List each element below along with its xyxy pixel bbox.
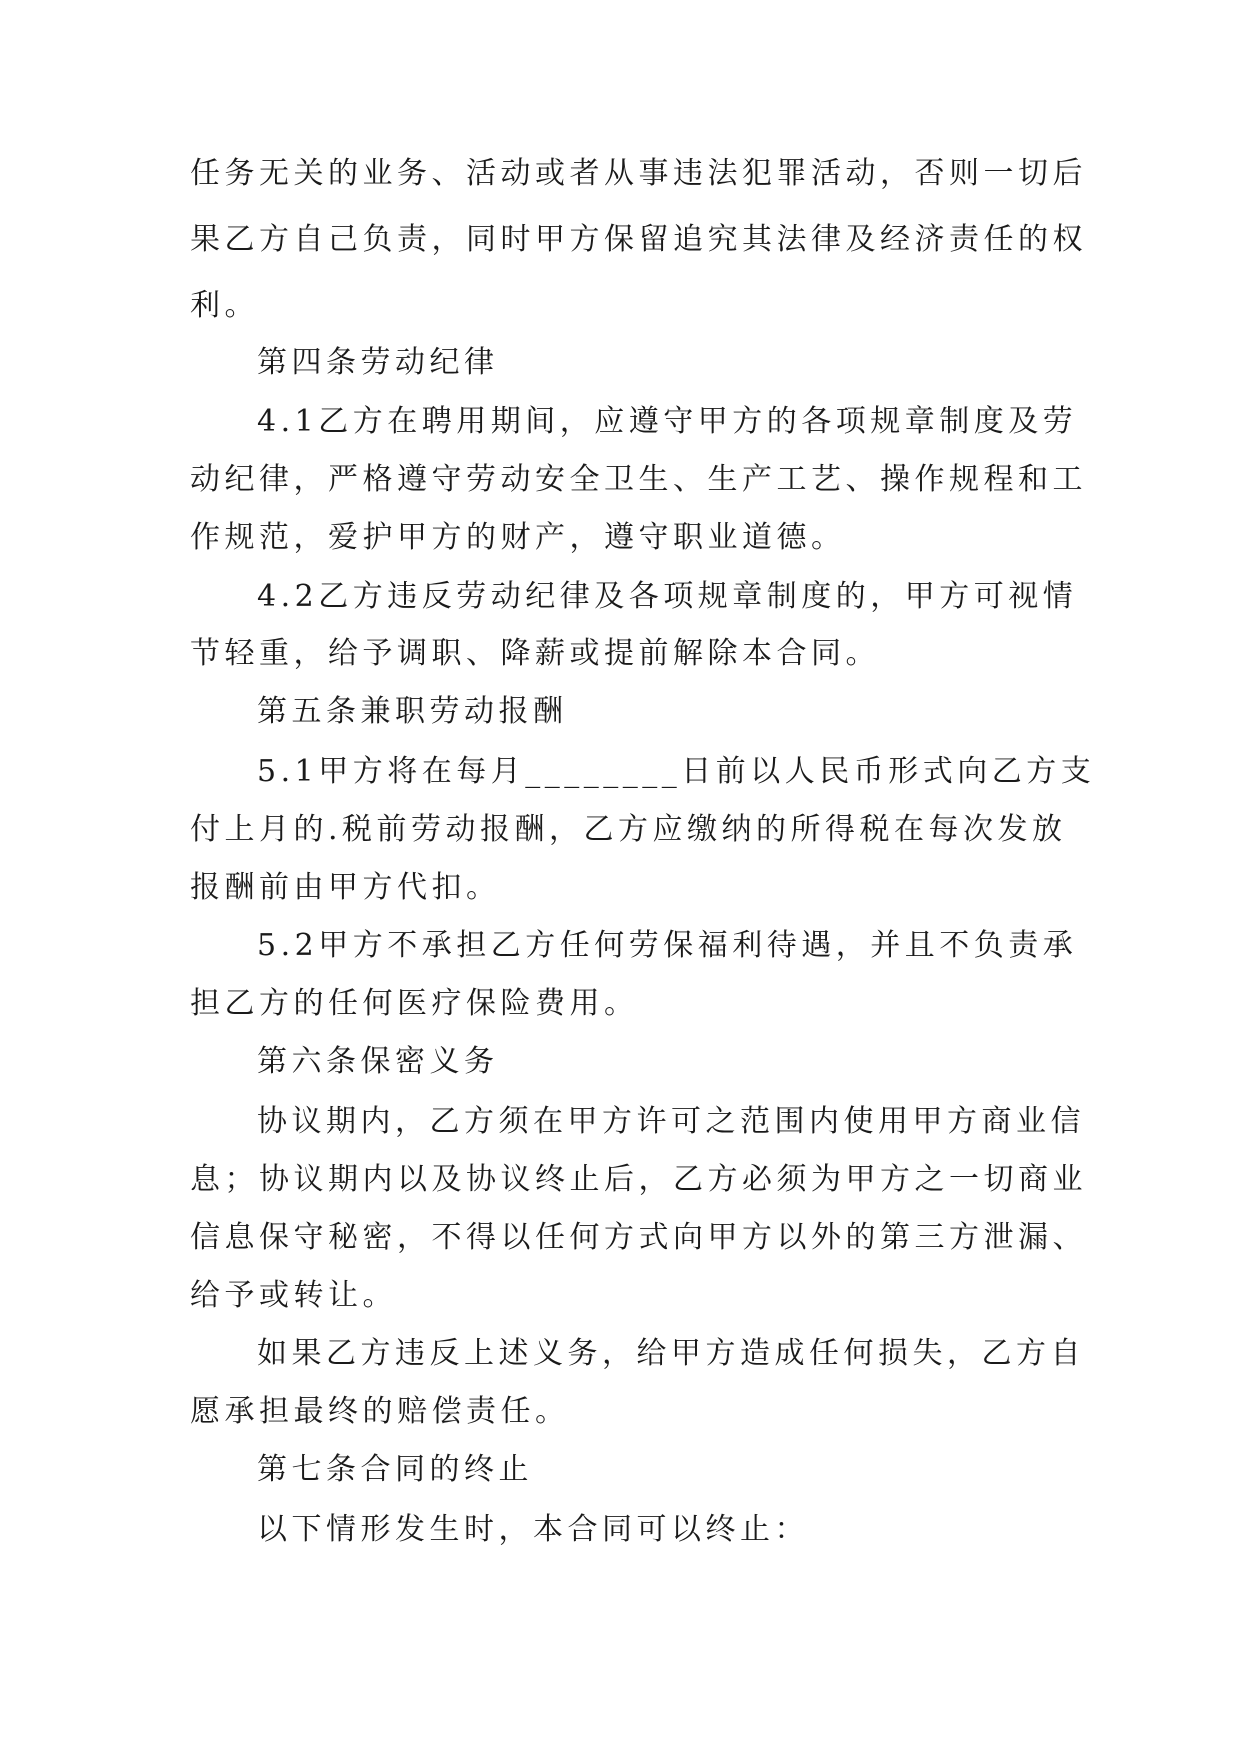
text-line: 愿承担最终的赔偿责任。 — [190, 1394, 570, 1429]
section-heading: 第四条劳动纪律 — [257, 345, 499, 380]
section-heading: 第七条合同的终止 — [257, 1452, 533, 1487]
text-line: 付上月的.税前劳动报酬，乙方应缴纳的所得税在每次发放 — [190, 812, 1067, 847]
text-line: 果乙方自己负责，同时甲方保留追究其法律及经济责任的权 — [190, 222, 1087, 257]
text-line: 息；协议期内以及协议终止后，乙方必须为甲方之一切商业 — [190, 1162, 1087, 1197]
text-line: 报酬前由甲方代扣。 — [190, 870, 501, 905]
text-line: 4.1乙方在聘用期间，应遵守甲方的各项规章制度及劳 — [257, 404, 1078, 439]
text-line: 利。 — [190, 288, 259, 323]
text-line: 节轻重，给予调职、降薪或提前解除本合同。 — [190, 636, 880, 671]
section-heading: 第六条保密义务 — [257, 1044, 499, 1079]
text-line: 动纪律，严格遵守劳动安全卫生、生产工艺、操作规程和工 — [190, 462, 1087, 497]
text-line: 担乙方的任何医疗保险费用。 — [190, 986, 639, 1021]
text-line: 信息保守秘密，不得以任何方式向甲方以外的第三方泄漏、 — [190, 1220, 1087, 1255]
text-line: 协议期内，乙方须在甲方许可之范围内使用甲方商业信 — [257, 1104, 1085, 1139]
text-line: 4.2乙方违反劳动纪律及各项规章制度的，甲方可视情 — [257, 579, 1078, 614]
text-line: 如果乙方违反上述义务，给甲方造成任何损失，乙方自 — [257, 1336, 1085, 1371]
text-line: 作规范，爱护甲方的财产，遵守职业道德。 — [190, 520, 846, 555]
text-line: 5.1甲方将在每月________日前以人民币形式向乙方支 — [257, 754, 1096, 789]
text-line: 以下情形发生时，本合同可以终止： — [257, 1512, 809, 1547]
section-heading: 第五条兼职劳动报酬 — [257, 694, 568, 729]
text-line: 5.2甲方不承担乙方任何劳保福利待遇，并且不负责承 — [257, 928, 1078, 963]
text-line: 任务无关的业务、活动或者从事违法犯罪活动，否则一切后 — [190, 156, 1087, 191]
text-line: 给予或转让。 — [190, 1278, 397, 1313]
